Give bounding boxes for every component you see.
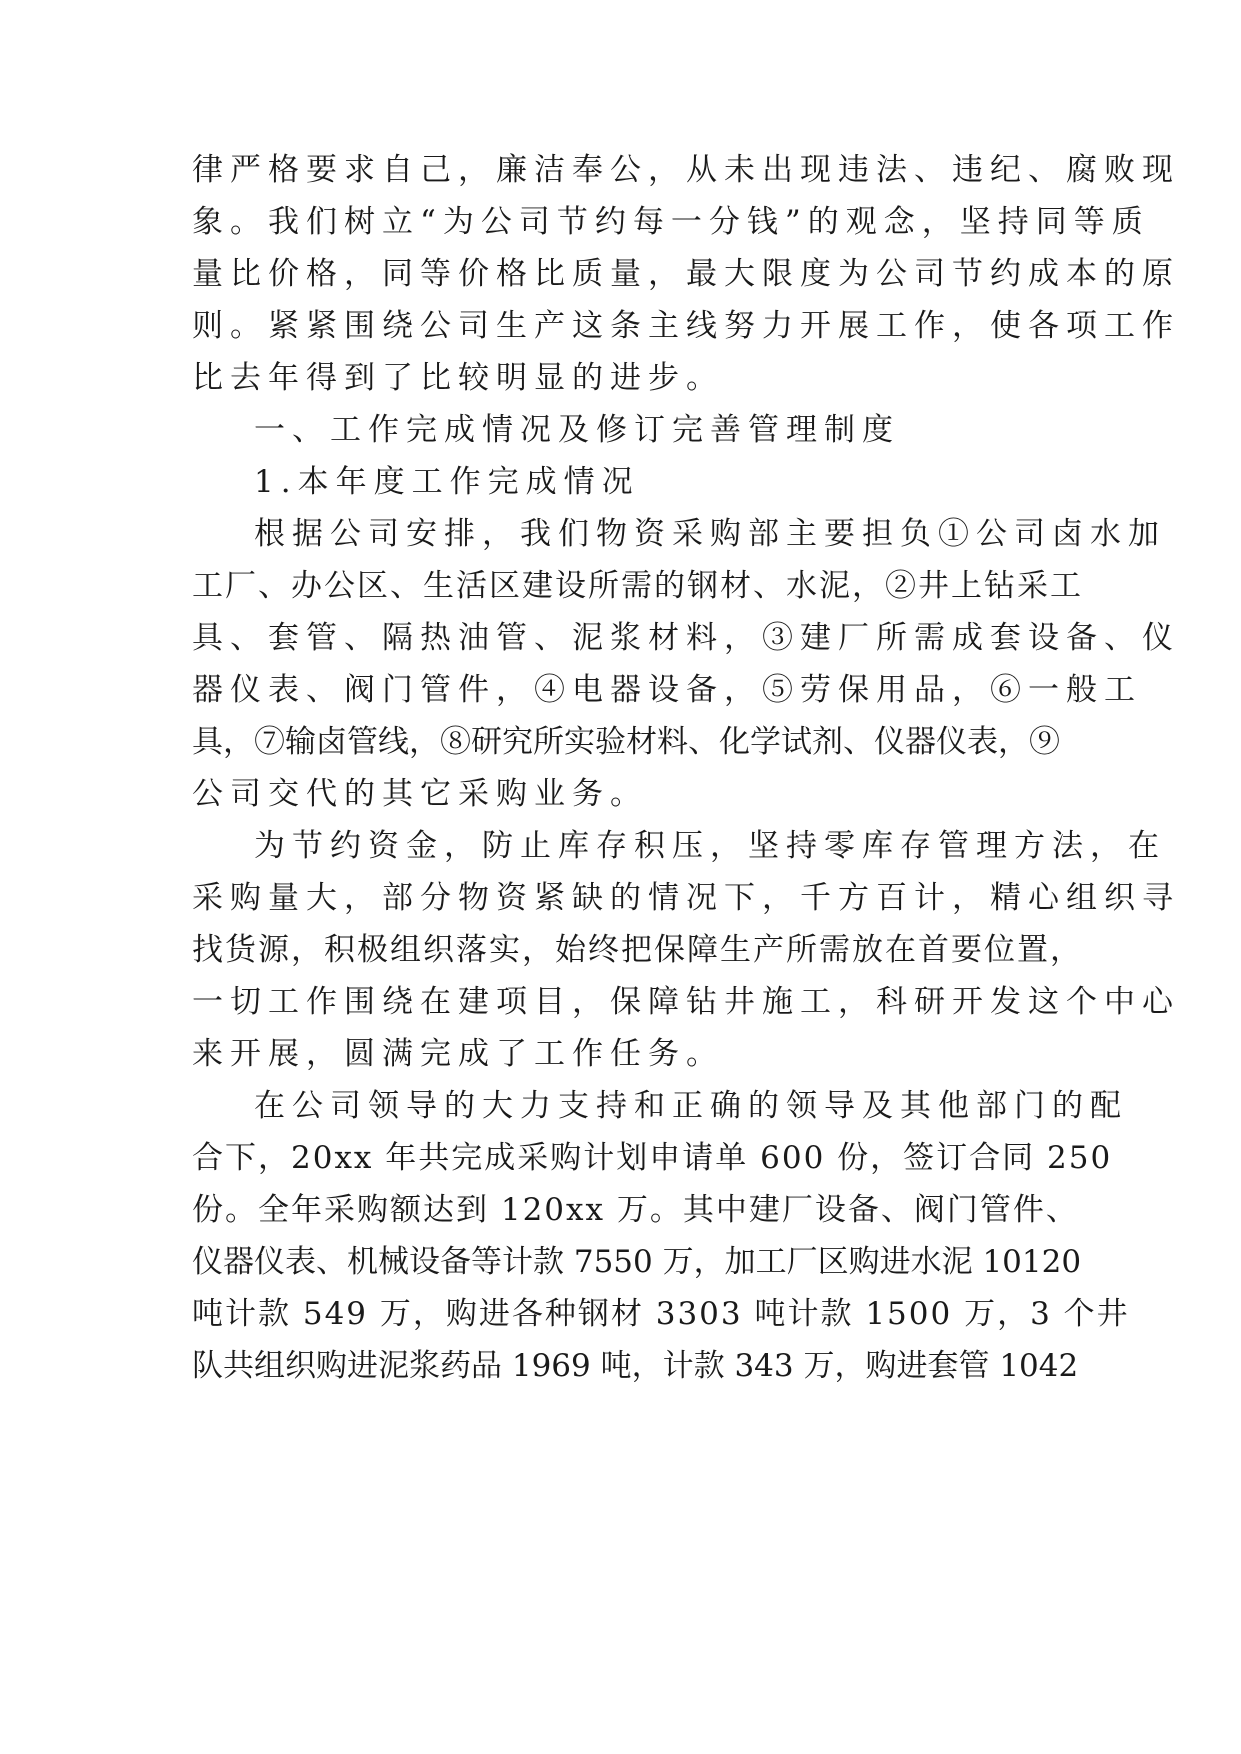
text-line: 具，⑦输卤管线，⑧研究所实验材料、化学试剂、仪器仪表，⑨ — [192, 724, 1060, 760]
text-line: 吨计款 549 万，购进各种钢材 3303 吨计款 1500 万，3 个井 — [192, 1296, 1130, 1332]
text-line: 具、套管、隔热油管、泥浆材料，③建厂所需成套设备、仪 — [192, 620, 1180, 656]
text-line: 一切工作围绕在建项目，保障钻井施工，科研开发这个中心 — [192, 984, 1180, 1020]
section-heading: 一、工作完成情况及修订完善管理制度 — [254, 412, 900, 448]
text-line: 找货源，积极组织落实，始终把保障生产所需放在首要位置， — [192, 932, 1083, 968]
text-line: 律严格要求自己，廉洁奉公，从未出现违法、违纪、腐败现 — [192, 152, 1180, 188]
text-line: 合下，20xx 年共完成采购计划申请单 600 份，签订合同 250 — [192, 1140, 1113, 1176]
text-line: 来开展，圆满完成了工作任务。 — [192, 1036, 724, 1072]
text-line: 根据公司安排，我们物资采购部主要担负①公司卤水加 — [254, 516, 1166, 552]
text-line: 象。我们树立“为公司节约每一分钱”的观念，坚持同等质 — [192, 204, 1150, 240]
text-line: 则。紧紧围绕公司生产这条主线努力开展工作，使各项工作 — [192, 308, 1180, 344]
text-line: 器仪表、阀门管件，④电器设备，⑤劳保用品，⑥一般工 — [192, 672, 1142, 708]
text-line: 公司交代的其它采购业务。 — [192, 776, 648, 812]
text-line: 在公司领导的大力支持和正确的领导及其他部门的配 — [254, 1088, 1128, 1124]
text-line: 量比价格，同等价格比质量，最大限度为公司节约成本的原 — [192, 256, 1180, 292]
text-line: 份。全年采购额达到 120xx 万。其中建厂设备、阀门管件、 — [192, 1192, 1079, 1228]
text-line: 队共组织购进泥浆药品 1969 吨，计款 343 万，购进套管 1042 — [192, 1348, 1079, 1384]
text-line: 工厂、办公区、生活区建设所需的钢材、水泥，②井上钻采工 — [192, 568, 1083, 604]
text-line: 仪器仪表、机械设备等计款 7550 万，加工厂区购进水泥 10120 — [192, 1244, 1082, 1280]
text-line: 采购量大，部分物资紧缺的情况下，千方百计，精心组织寻 — [192, 880, 1180, 916]
subsection-heading: 1.本年度工作完成情况 — [254, 464, 640, 500]
text-line: 为节约资金，防止库存积压，坚持零库存管理方法，在 — [254, 828, 1166, 864]
text-line: 比去年得到了比较明显的进步。 — [192, 360, 724, 396]
